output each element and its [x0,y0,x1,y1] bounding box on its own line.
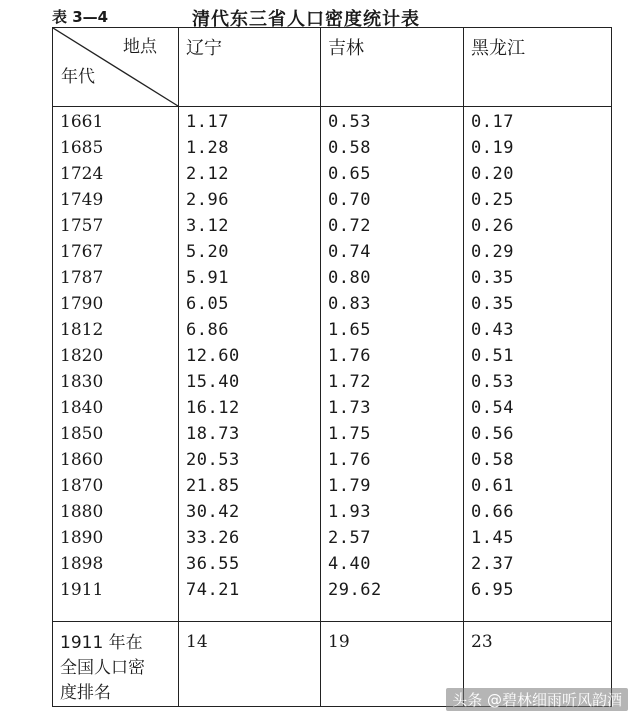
table-row [53,291,613,317]
heilongjiang-cell: 0.20 [471,164,514,184]
table-row [53,161,613,187]
year-cell: 1890 [60,528,104,548]
heilongjiang-cell: 0.54 [471,398,514,418]
rank-jilin: 19 [328,632,350,652]
heilongjiang-cell: 0.58 [471,450,514,470]
table-number: 表 3—4 [52,8,109,26]
table-row [53,187,613,213]
heilongjiang-cell: 0.26 [471,216,514,236]
year-cell: 1749 [60,190,104,210]
jilin-cell: 0.74 [328,242,371,262]
rank-row-label [60,631,172,706]
jilin-cell: 1.72 [328,372,371,392]
year-cell: 1767 [60,242,104,262]
jilin-cell: 1.65 [328,320,371,340]
liaoning-cell: 20.53 [186,450,240,470]
density-table [52,27,612,707]
rank-label-line: 度排名 [60,683,111,703]
heilongjiang-cell: 0.53 [471,372,514,392]
rank-label-line: 全国人口密 [60,658,145,678]
liaoning-cell: 12.60 [186,346,240,366]
column-header-jilin: 吉林 [328,38,364,59]
heilongjiang-cell: 0.43 [471,320,514,340]
table-row [53,551,613,577]
table-row [53,421,613,447]
year-cell: 1724 [60,164,104,184]
liaoning-cell: 16.12 [186,398,240,418]
table-row [53,343,613,369]
jilin-cell: 2.57 [328,528,371,548]
table-row [53,135,613,161]
jilin-cell: 0.70 [328,190,371,210]
table-row [53,109,613,135]
rank-liaoning: 14 [186,632,208,652]
jilin-cell: 1.79 [328,476,371,496]
heilongjiang-cell: 0.25 [471,190,514,210]
table-caption [52,6,612,28]
year-cell: 1898 [60,554,104,574]
jilin-cell: 0.53 [328,112,371,132]
jilin-cell: 1.75 [328,424,371,444]
liaoning-cell: 18.73 [186,424,240,444]
liaoning-cell: 2.12 [186,164,229,184]
year-cell: 1661 [60,112,104,132]
heilongjiang-cell: 0.51 [471,346,514,366]
heilongjiang-cell: 1.45 [471,528,514,548]
heilongjiang-cell: 0.19 [471,138,514,158]
year-cell: 1860 [60,450,104,470]
heilongjiang-cell: 0.61 [471,476,514,496]
heilongjiang-cell: 6.95 [471,580,514,600]
heilongjiang-cell: 0.56 [471,424,514,444]
jilin-cell: 1.76 [328,346,371,366]
jilin-cell: 1.73 [328,398,371,418]
table-row [53,369,613,395]
year-cell: 1911 [60,580,104,600]
year-cell: 1880 [60,502,104,522]
table-row [53,265,613,291]
year-cell: 1840 [60,398,104,418]
corner-label-location: 地点 [123,37,157,57]
liaoning-cell: 6.86 [186,320,229,340]
year-cell: 1787 [60,268,104,288]
jilin-cell: 0.83 [328,294,371,314]
jilin-cell: 0.72 [328,216,371,236]
liaoning-cell: 74.21 [186,580,240,600]
liaoning-cell: 6.05 [186,294,229,314]
year-cell: 1757 [60,216,104,236]
source-watermark: 头条 @碧林细雨听风韵酒 [446,688,628,711]
liaoning-cell: 21.85 [186,476,240,496]
table-row [53,577,613,603]
year-cell: 1850 [60,424,104,444]
jilin-cell: 0.80 [328,268,371,288]
liaoning-cell: 36.55 [186,554,240,574]
year-cell: 1830 [60,372,104,392]
column-header-heilongjiang: 黑龙江 [471,38,525,59]
liaoning-cell: 5.91 [186,268,229,288]
corner-label-year: 年代 [61,67,95,87]
heilongjiang-cell: 0.35 [471,294,514,314]
liaoning-cell: 3.12 [186,216,229,236]
jilin-cell: 1.76 [328,450,371,470]
table-row [53,499,613,525]
heilongjiang-cell: 0.35 [471,268,514,288]
rank-label-line: 1911 年在 [60,633,143,653]
table-row [53,239,613,265]
heilongjiang-cell: 0.66 [471,502,514,522]
jilin-cell: 0.58 [328,138,371,158]
table-row [53,395,613,421]
jilin-cell: 4.40 [328,554,371,574]
jilin-cell: 29.62 [328,580,382,600]
table-row [53,317,613,343]
liaoning-cell: 2.96 [186,190,229,210]
liaoning-cell: 1.17 [186,112,229,132]
heilongjiang-cell: 2.37 [471,554,514,574]
liaoning-cell: 15.40 [186,372,240,392]
table-row [53,473,613,499]
liaoning-cell: 30.42 [186,502,240,522]
footer-divider [53,621,611,622]
liaoning-cell: 33.26 [186,528,240,548]
table-title: 清代东三省人口密度统计表 [192,9,420,30]
heilongjiang-cell: 0.29 [471,242,514,262]
year-cell: 1820 [60,346,104,366]
liaoning-cell: 5.20 [186,242,229,262]
column-header-liaoning: 辽宁 [186,38,222,59]
rank-heilongjiang: 23 [471,632,493,652]
year-cell: 1685 [60,138,104,158]
year-cell: 1812 [60,320,104,340]
liaoning-cell: 1.28 [186,138,229,158]
table-row [53,525,613,551]
year-cell: 1790 [60,294,104,314]
heilongjiang-cell: 0.17 [471,112,514,132]
table-row [53,447,613,473]
jilin-cell: 1.93 [328,502,371,522]
year-cell: 1870 [60,476,104,496]
table-row [53,213,613,239]
jilin-cell: 0.65 [328,164,371,184]
